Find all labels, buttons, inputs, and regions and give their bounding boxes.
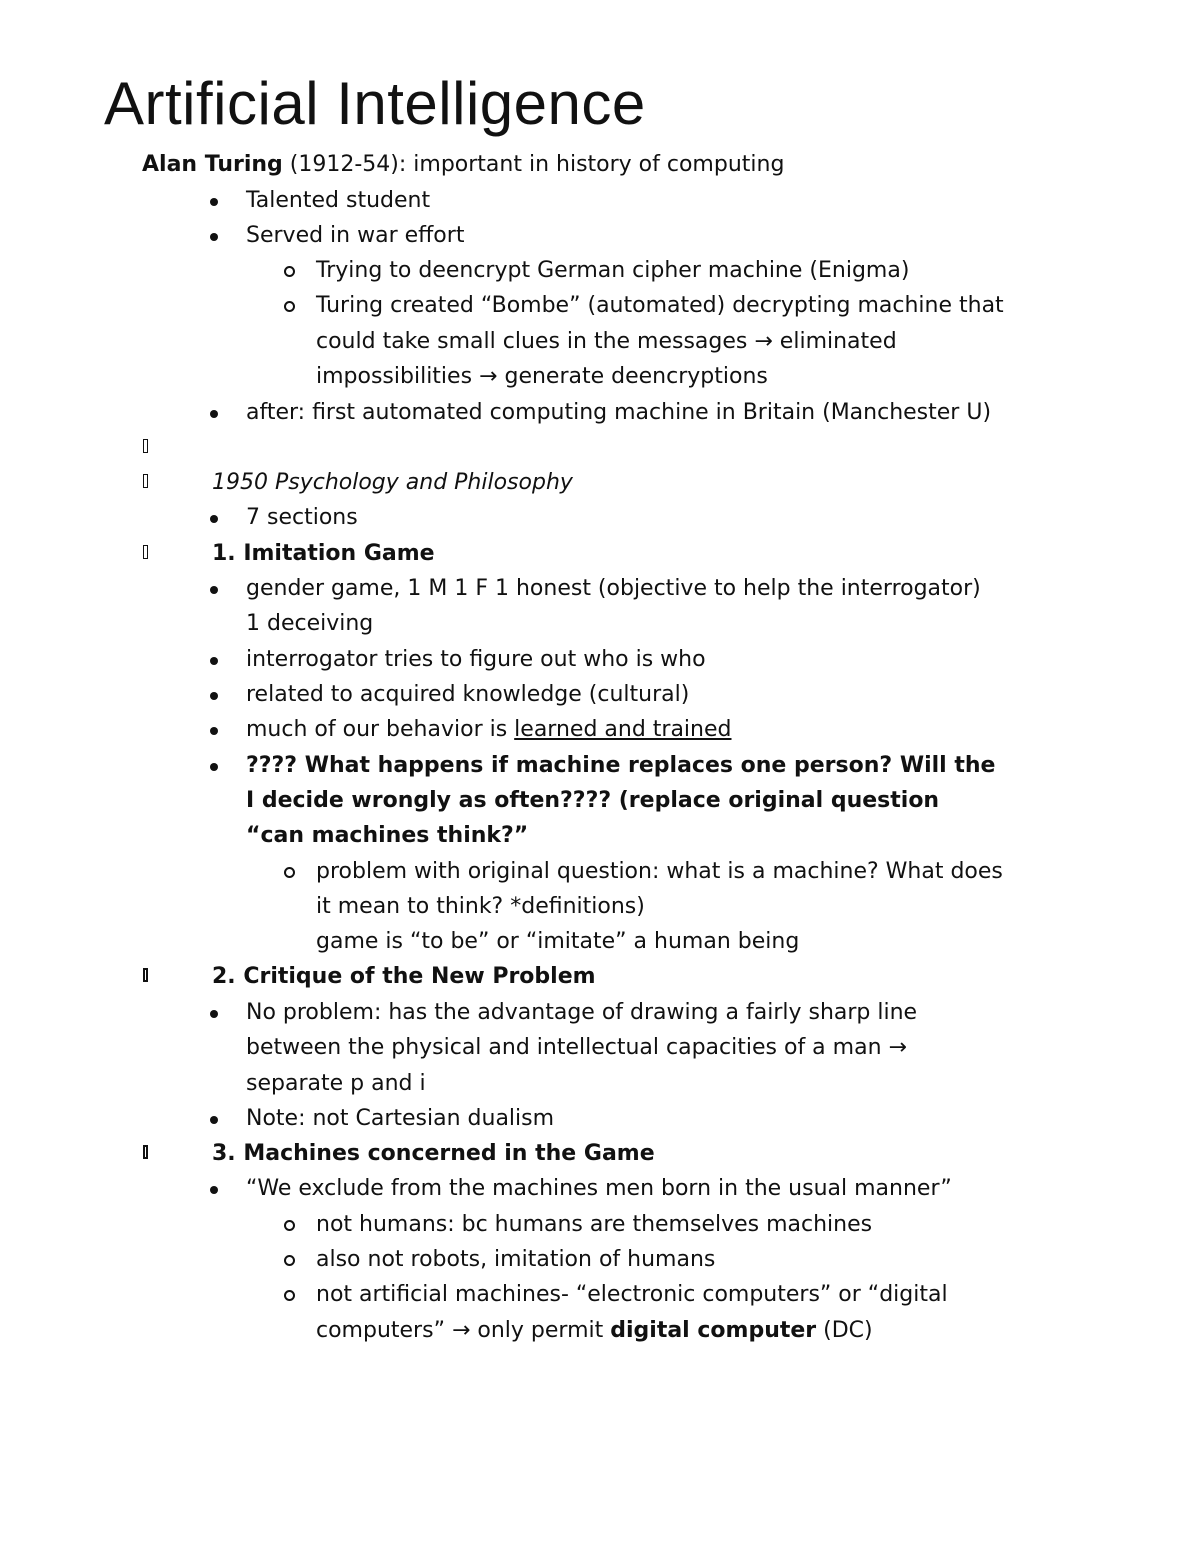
list-item bbox=[0, 1101, 554, 1136]
bullet-icon bbox=[210, 1010, 218, 1018]
sub-list-continuation bbox=[0, 324, 897, 359]
item-text: also not robots, imitation of humans bbox=[316, 1247, 716, 1272]
item-text: Trying to deencrypt German cipher machine (Enigma) bbox=[316, 258, 910, 283]
paper-heading-line bbox=[0, 465, 573, 500]
list-item bbox=[0, 995, 917, 1030]
list-item bbox=[0, 642, 706, 677]
item-text: interrogator tries to figure out who is who bbox=[246, 647, 706, 672]
item-text: problem with original question: what is a machine? What does bbox=[316, 859, 1003, 884]
item-text: impossibilities bbox=[316, 364, 480, 389]
bullet-icon bbox=[210, 657, 218, 665]
section-marker-icon bbox=[143, 545, 148, 559]
bullet-icon bbox=[210, 727, 218, 735]
arrow-icon: → bbox=[479, 364, 498, 389]
item-text: “We exclude from the machines men born in the usual manner” bbox=[246, 1176, 952, 1201]
sub-list-continuation bbox=[0, 1313, 873, 1348]
blank-line bbox=[0, 430, 200, 465]
item-text: Served in war effort bbox=[246, 223, 465, 248]
bullet-icon bbox=[210, 1186, 218, 1194]
sub-list-continuation bbox=[0, 359, 768, 394]
section-marker-icon bbox=[143, 474, 148, 488]
bullet-icon bbox=[210, 410, 218, 418]
list-item bbox=[0, 395, 991, 430]
item-text: not artificial machines- “electronic computers” or “digital bbox=[316, 1282, 948, 1307]
circle-bullet-icon bbox=[284, 1290, 295, 1301]
section-1-heading bbox=[0, 536, 435, 571]
bullet-icon bbox=[210, 692, 218, 700]
bullet-icon bbox=[210, 1116, 218, 1124]
item-text: it mean to think? *definitions) bbox=[316, 894, 645, 919]
item-text: computers” bbox=[316, 1318, 452, 1343]
list-continuation bbox=[0, 818, 528, 853]
bullet-icon bbox=[210, 763, 218, 771]
item-text: 7 sections bbox=[246, 505, 358, 530]
item-text: 1 deceiving bbox=[246, 611, 374, 636]
list-continuation bbox=[0, 606, 373, 641]
section-marker-icon bbox=[143, 968, 148, 982]
bullet-icon bbox=[210, 586, 218, 594]
paper-heading: 1950 Psychology and Philosophy bbox=[212, 470, 573, 495]
list-item bbox=[0, 500, 358, 535]
item-text: much of our behavior is bbox=[246, 717, 515, 742]
list-item bbox=[0, 571, 981, 606]
list-continuation bbox=[0, 783, 939, 818]
item-text: Turing created “Bombe” (automated) decrypting machine that bbox=[316, 293, 1004, 318]
circle-bullet-icon bbox=[284, 301, 295, 312]
item-text: Note: not Cartesian dualism bbox=[246, 1106, 555, 1131]
sub-list-continuation bbox=[0, 924, 799, 959]
item-text: only permit bbox=[470, 1318, 611, 1343]
item-text: generate deencryptions bbox=[497, 364, 768, 389]
list-item bbox=[0, 712, 732, 747]
item-text: separate p and i bbox=[246, 1071, 426, 1096]
heading-text: 1. Imitation Game bbox=[212, 541, 435, 566]
sub-list-item bbox=[0, 1277, 948, 1312]
item-text: eliminated bbox=[772, 329, 897, 354]
bold-text: digital computer bbox=[610, 1318, 817, 1343]
bullet-icon bbox=[210, 515, 218, 523]
item-text: Talented student bbox=[246, 188, 431, 213]
intro-line bbox=[0, 147, 784, 182]
item-text: could take small clues in the messages bbox=[316, 329, 755, 354]
section-3-heading bbox=[0, 1136, 655, 1171]
section-marker-icon bbox=[143, 1145, 148, 1159]
heading-text: 3. Machines concerned in the Game bbox=[212, 1141, 655, 1166]
sub-list-item bbox=[0, 253, 909, 288]
item-text: gender game, 1 M 1 F 1 honest (objective to help the interrogator) bbox=[246, 576, 981, 601]
list-item bbox=[0, 183, 430, 218]
turing-name: Alan Turing bbox=[142, 152, 283, 177]
item-text: between the physical and intellectual capacities of a man bbox=[246, 1035, 889, 1060]
circle-bullet-icon bbox=[284, 1255, 295, 1266]
circle-bullet-icon bbox=[284, 867, 295, 878]
question-text: ???? What happens if machine replaces one person? Will the bbox=[246, 753, 996, 778]
intro-text: (1912-54): important in history of computing bbox=[282, 152, 785, 177]
page-title: Artificial Intelligence bbox=[104, 70, 646, 137]
circle-bullet-icon bbox=[284, 266, 295, 277]
bullet-icon bbox=[210, 198, 218, 206]
sub-list-item bbox=[0, 288, 1004, 323]
item-text: related to acquired knowledge (cultural) bbox=[246, 682, 690, 707]
list-continuation bbox=[0, 1066, 426, 1101]
item-text: not humans: bc humans are themselves machines bbox=[316, 1212, 873, 1237]
circle-bullet-icon bbox=[284, 1220, 295, 1231]
arrow-icon: → bbox=[754, 329, 773, 354]
bullet-icon bbox=[210, 233, 218, 241]
question-text: “can machines think?” bbox=[246, 823, 529, 848]
sub-list-item bbox=[0, 1242, 715, 1277]
section-2-heading bbox=[0, 959, 596, 994]
list-continuation bbox=[0, 1030, 907, 1065]
heading-text: 2. Critique of the New Problem bbox=[212, 964, 596, 989]
item-text: game is “to be” or “imitate” a human being bbox=[316, 929, 800, 954]
arrow-icon: → bbox=[451, 1318, 471, 1343]
list-item bbox=[0, 1171, 952, 1206]
list-item bbox=[0, 677, 689, 712]
list-item bbox=[0, 748, 995, 783]
list-item bbox=[0, 218, 464, 253]
sub-list-item bbox=[0, 854, 1003, 889]
question-text: I decide wrongly as often???? (replace original question bbox=[246, 788, 940, 813]
item-text: (DC) bbox=[816, 1318, 873, 1343]
sub-list-continuation bbox=[0, 889, 645, 924]
item-text: No problem: has the advantage of drawing a fairly sharp line bbox=[246, 1000, 918, 1025]
arrow-icon: → bbox=[888, 1035, 907, 1060]
sub-list-item bbox=[0, 1207, 872, 1242]
item-text: after: first automated computing machine in Britain (Manchester U) bbox=[246, 400, 992, 425]
section-marker-icon bbox=[143, 439, 148, 453]
underlined-text: learned and trained bbox=[514, 717, 732, 742]
